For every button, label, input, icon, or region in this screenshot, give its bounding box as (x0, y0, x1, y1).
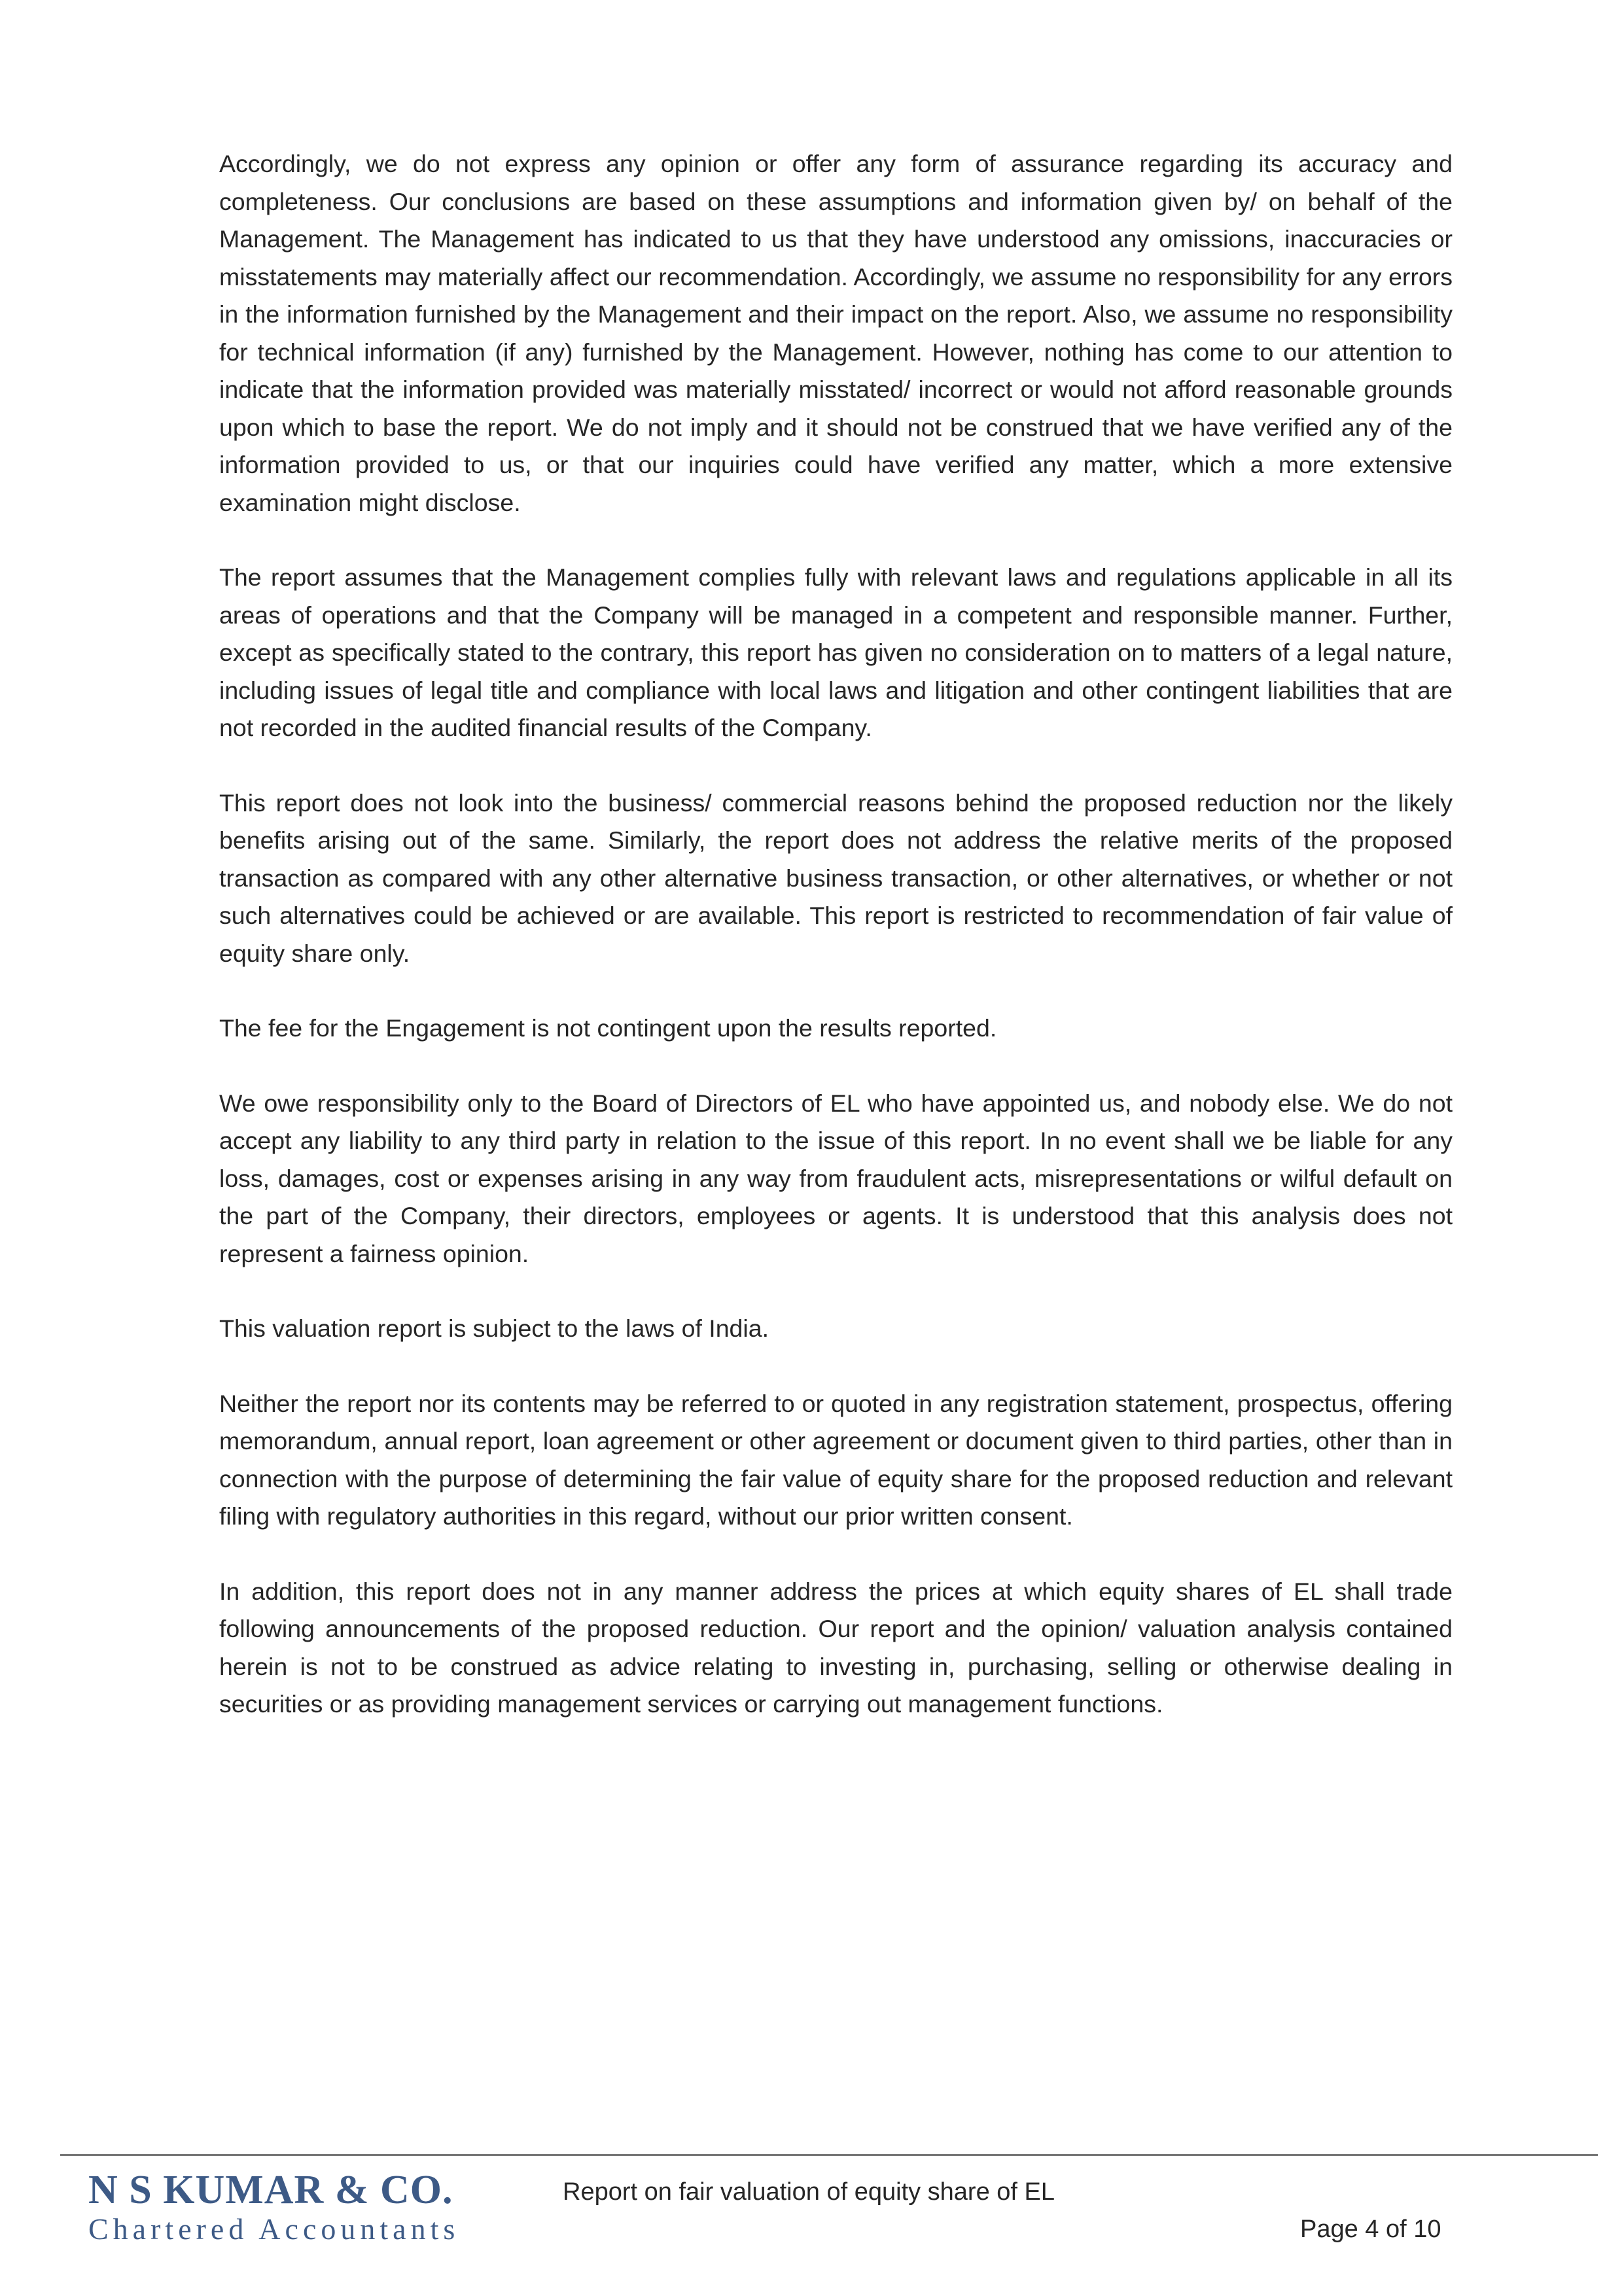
firm-name-logo: N S KUMAR & CO. (88, 2168, 453, 2212)
firm-subtitle: Chartered Accountants (88, 2212, 460, 2246)
paragraph-responsibility: We owe responsibility only to the Board of Directors of EL who have appointed us, and nobody else. We do not accept any liability to any third party in relation to the issue of this report. In no event shall we be liable for any loss, damages, cost or expenses arising in any way from fraudulent acts, misrepresentations or wilful default on the part of the Company, their directors, employees or agents. It is understood that this analysis does not represent a fairness opinion. (219, 1089, 1453, 1267)
paragraph-assurance-disclaimer: Accordingly, we do not express any opinion or offer any form of assurance regarding its accuracy and completeness. Our conclusions are based on these assumptions and information given by/ on behalf of the Management. The Management has indicated to us that they have understood any omissions, inaccuracies or misstatements may materially affect our recommendation. Accordingly, we assume no responsibility for any errors in the information furnished by the Management and their impact on the report. Also, we assume no responsibility for technical information (if any) furnished by the Management. However, nothing has come to our attention to indicate that the information provided was materially misstated/ incorrect or would not afford reasonable grounds upon which to base the report. We do not imply and it should not be construed that we have verified any of the information provided to us, or that our inquiries could have verified any matter, which a more extensive examination might disclose. (219, 150, 1453, 516)
document-body (219, 145, 1453, 1723)
paragraph-business-reasons: This report does not look into the business/ commercial reasons behind the proposed reduction nor the likely benefits arising out of the same. Similarly, the report does not address the relative merits of the proposed transaction as compared with any other alternative business transaction, or other alternatives, or whether or not such alternatives could be achieved or are available. This report is restricted to recommendation of fair value of equity share only. (219, 788, 1453, 967)
paragraph-legal-compliance: The report assumes that the Management complies fully with relevant laws and regulations applicable in all its areas of operations and that the Company will be managed in a competent and responsible manner. Further, except as specifically stated to the contrary, this report has given no consideration on to matters of a legal nature, including issues of legal title and compliance with local laws and litigation and other contingent liabilities that are not recorded in the audited financial results of the Company. (219, 563, 1453, 741)
paragraph-fee: The fee for the Engagement is not contingent upon the results reported. (219, 1014, 997, 1042)
footer-divider (60, 2154, 1598, 2156)
page-number: Page 4 of 10 (1300, 2215, 1441, 2243)
report-title: Report on fair valuation of equity share of EL (563, 2178, 1055, 2206)
paragraph-governing-law: This valuation report is subject to the laws of India. (219, 1315, 769, 1342)
paragraph-use-restriction: Neither the report nor its contents may be referred to or quoted in any registration statement, prospectus, offering memorandum, annual report, loan agreement or other agreement or document given to third parties, other than in connection with the purpose of determining the fair value of equity share for the proposed reduction and relevant filing with regulatory authorities in this regard, without our prior written consent. (219, 1389, 1453, 1530)
paragraph-trading-prices: In addition, this report does not in any manner address the prices at which equity shares of EL shall trade following announcements of the proposed reduction. Our report and the opinion/ valuation analysis contained herein is not to be construed as advice relating to investing in, purchasing, selling or otherwise dealing in securities or as providing management services or carrying out management functions. (219, 1577, 1453, 1718)
